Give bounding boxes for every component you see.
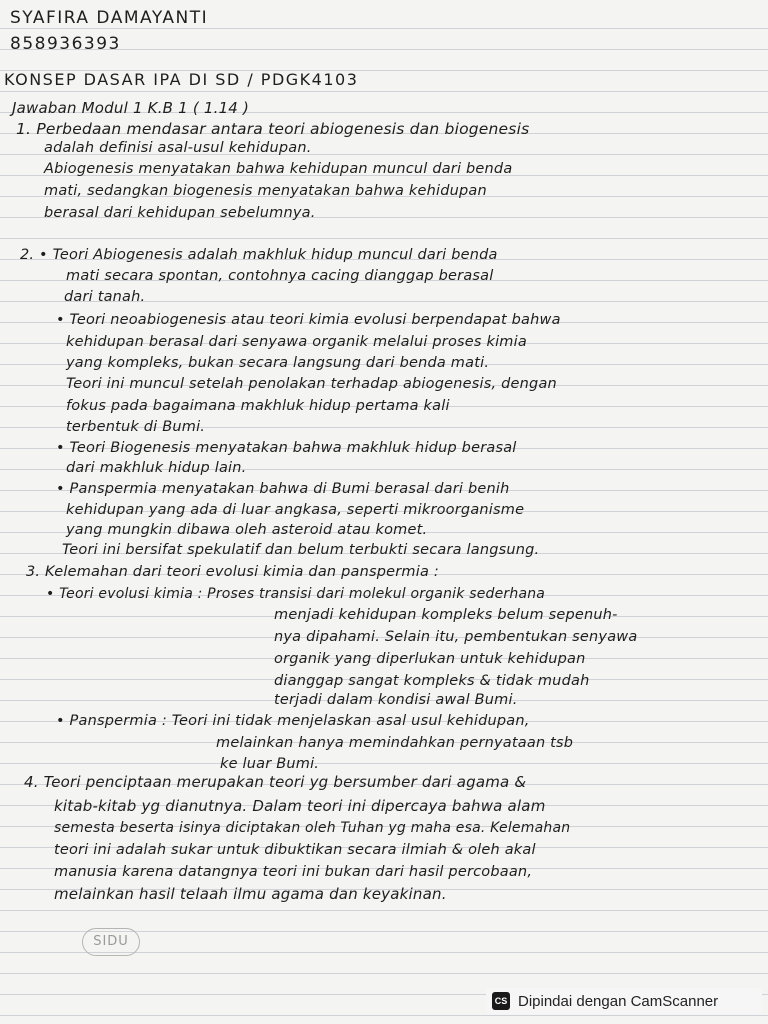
answer-1-line: 1. Perbedaan mendasar antara teori abiogenesis dan biogenesis: [16, 120, 530, 138]
paper-brand-stamp: SIDU: [82, 928, 140, 956]
answer-2-line: terbentuk di Bumi.: [66, 419, 206, 435]
answer-2-line: yang mungkin dibawa oleh asteroid atau komet.: [66, 522, 428, 538]
answer-3-line: menjadi kehidupan kompleks belum sepenuh-: [274, 607, 618, 623]
camscanner-label: Dipindai dengan CamScanner: [518, 992, 719, 1010]
answer-3-line: • Teori evolusi kimia : Proses transisi dari molekul organik sederhana: [46, 586, 546, 602]
camscanner-watermark: [486, 988, 762, 1014]
student-id: 858936393: [10, 34, 121, 54]
answer-2-line: 2. • Teori Abiogenesis adalah makhluk hidup muncul dari benda: [20, 247, 498, 263]
answer-1-line: Abiogenesis menyatakan bahwa kehidupan muncul dari benda: [44, 161, 513, 177]
answer-2-line: kehidupan berasal dari senyawa organik melalui proses kimia: [66, 334, 527, 350]
answer-3-line: • Panspermia : Teori ini tidak menjelaskan asal usul kehidupan,: [56, 713, 530, 729]
answer-1-line: berasal dari kehidupan sebelumnya.: [44, 205, 316, 221]
answer-3-line: ke luar Bumi.: [220, 756, 320, 772]
answer-1-line: adalah definisi asal-usul kehidupan.: [44, 140, 312, 156]
answer-1-line: mati, sedangkan biogenesis menyatakan bahwa kehidupan: [44, 183, 487, 199]
answer-2-line: dari makhluk hidup lain.: [66, 460, 247, 476]
answer-3-line: nya dipahami. Selain itu, pembentukan senyawa: [274, 629, 638, 645]
answer-4-line: manusia karena datangnya teori ini bukan dari hasil percobaan,: [54, 864, 533, 880]
student-name: SYAFIRA DAMAYANTI: [10, 8, 209, 28]
answer-3-line: dianggap sangat kompleks & tidak mudah: [274, 673, 590, 689]
answer-4-line: melainkan hasil telaah ilmu agama dan keyakinan.: [54, 885, 447, 903]
module-subtitle: Jawaban Modul 1 K.B 1 ( 1.14 ): [12, 99, 250, 117]
answer-3-line: melainkan hanya memindahkan pernyataan tsb: [216, 735, 574, 751]
course-title: KONSEP DASAR IPA DI SD / PDGK4103: [4, 70, 359, 89]
answer-2-line: • Panspermia menyatakan bahwa di Bumi berasal dari benih: [56, 481, 510, 497]
answer-4-line: kitab-kitab yg dianutnya. Dalam teori ini dipercaya bahwa alam: [54, 797, 546, 815]
answer-4-line: teori ini adalah sukar untuk dibuktikan secara ilmiah & oleh akal: [54, 842, 536, 858]
answer-3-line: 3. Kelemahan dari teori evolusi kimia dan panspermia :: [26, 564, 439, 580]
answer-3-line: organik yang diperlukan untuk kehidupan: [274, 651, 586, 667]
answer-3-line: terjadi dalam kondisi awal Bumi.: [274, 692, 518, 708]
answer-2-line: Teori ini muncul setelah penolakan terhadap abiogenesis, dengan: [66, 376, 557, 392]
camscanner-icon: CS: [492, 992, 510, 1010]
answer-2-line: yang kompleks, bukan secara langsung dari benda mati.: [66, 355, 490, 371]
answer-2-line: dari tanah.: [64, 289, 146, 305]
answer-4-line: semesta beserta isinya diciptakan oleh Tuhan yg maha esa. Kelemahan: [54, 820, 571, 836]
answer-2-line: kehidupan yang ada di luar angkasa, seperti mikroorganisme: [66, 502, 525, 518]
answer-2-line: mati secara spontan, contohnya cacing dianggap berasal: [66, 268, 494, 284]
answer-2-line: • Teori neoabiogenesis atau teori kimia evolusi berpendapat bahwa: [56, 312, 561, 328]
answer-2-line: • Teori Biogenesis menyatakan bahwa makhluk hidup berasal: [56, 440, 517, 456]
answer-4-line: 4. Teori penciptaan merupakan teori yg bersumber dari agama &: [24, 773, 527, 791]
answer-2-line: Teori ini bersifat spekulatif dan belum terbukti secara langsung.: [62, 542, 540, 558]
answer-2-line: fokus pada bagaimana makhluk hidup pertama kali: [66, 398, 450, 414]
